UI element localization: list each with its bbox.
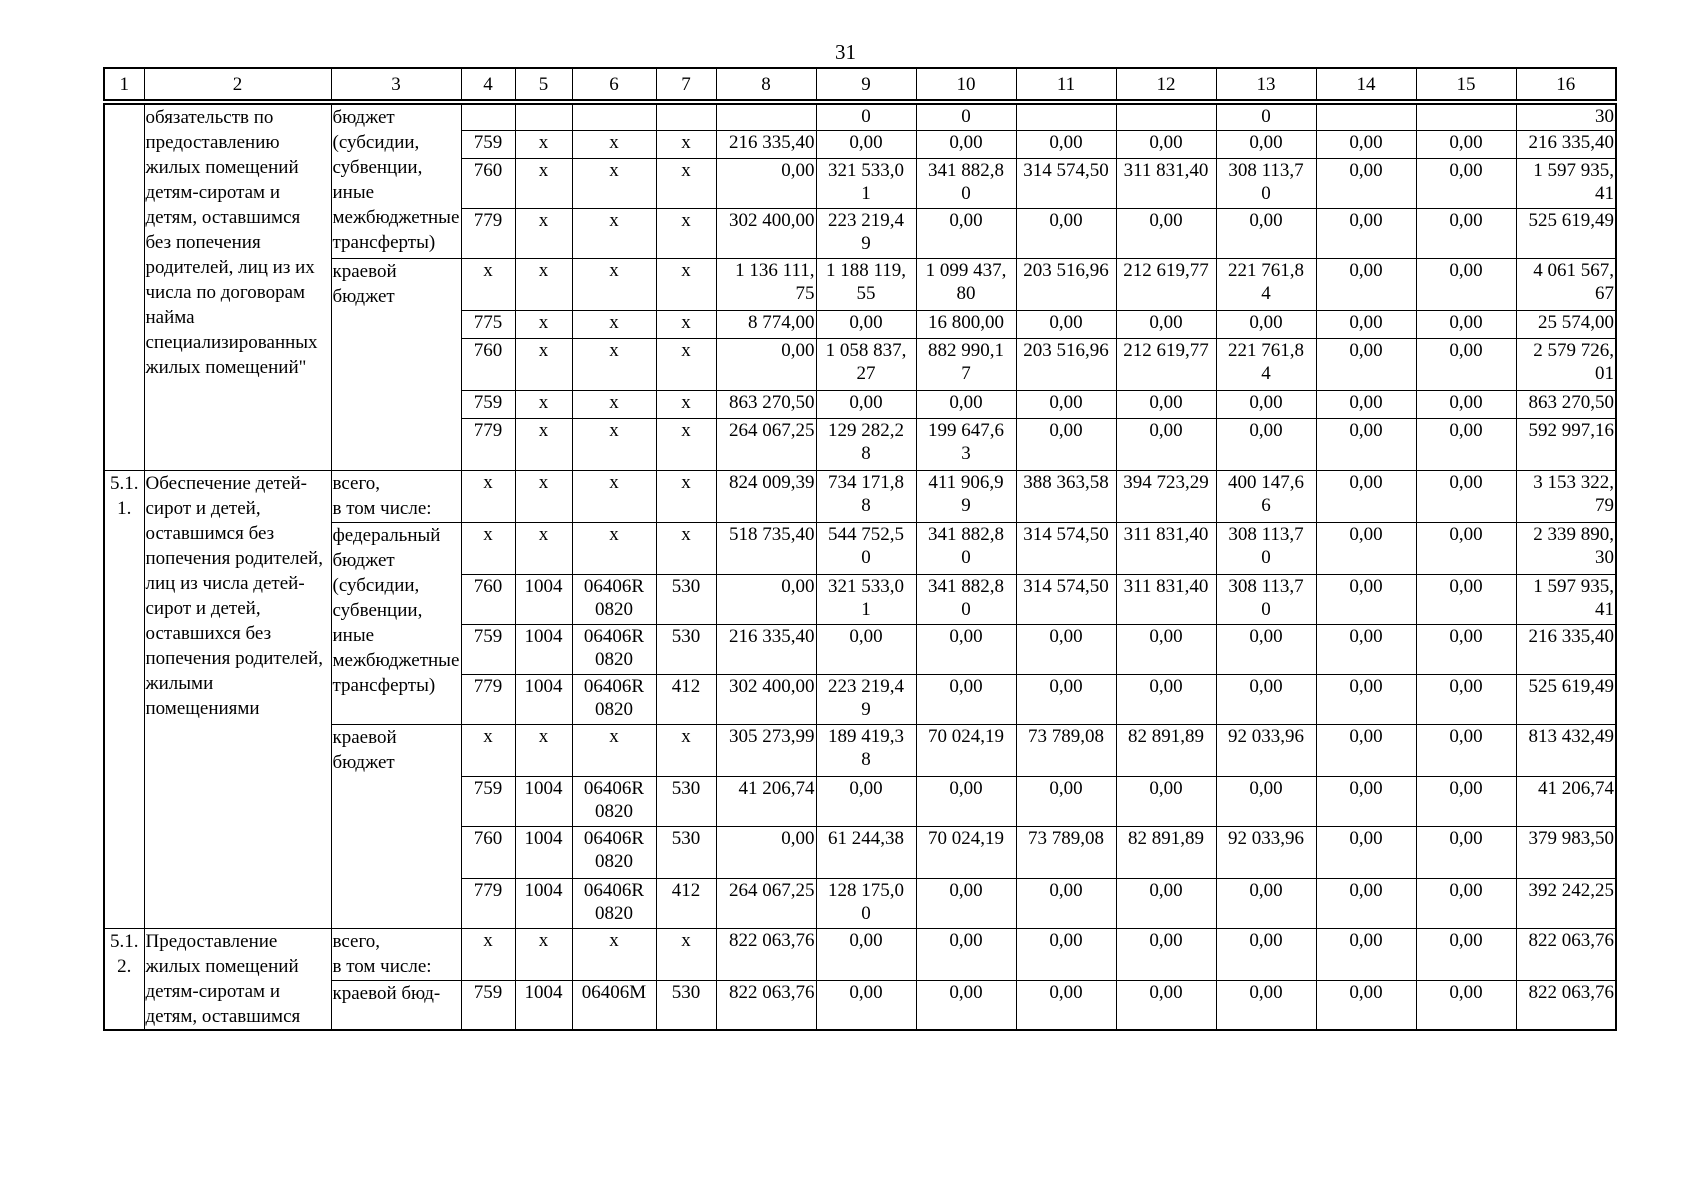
value-cell-col-14: 0,00	[1316, 724, 1416, 776]
value-cell-col-5: x	[515, 522, 572, 574]
value-cell-col-10: 341 882,8 0	[916, 574, 1016, 624]
column-header-8: 8	[716, 68, 816, 100]
value-cell-col-11: 0,00	[1016, 418, 1116, 470]
value-cell-col-8: 264 067,25	[716, 418, 816, 470]
value-cell-col-4: 779	[461, 418, 515, 470]
value-cell-col-4: 760	[461, 338, 515, 390]
value-cell-col-15: 0,00	[1416, 418, 1516, 470]
value-cell-col-6: x	[572, 418, 656, 470]
value-cell-col-16: 863 270,50	[1516, 390, 1616, 418]
value-cell-col-12: 0,00	[1116, 624, 1216, 674]
value-cell-col-5: 1004	[515, 878, 572, 928]
value-cell-col-11: 0,00	[1016, 928, 1116, 980]
value-cell-col-4: 759	[461, 776, 515, 826]
value-cell-col-10: 0,00	[916, 980, 1016, 1030]
value-cell-col-11: 203 516,96	[1016, 258, 1116, 310]
value-cell-col-6: x	[572, 208, 656, 258]
value-cell-col-7: x	[656, 258, 716, 310]
value-cell-col-9: 129 282,2 8	[816, 418, 916, 470]
value-cell-col-12: 394 723,29	[1116, 470, 1216, 522]
value-cell-col-11: 314 574,50	[1016, 574, 1116, 624]
funding-source-cell: краевой бюд-	[331, 980, 461, 1030]
value-cell-col-7: 412	[656, 878, 716, 928]
value-cell-col-4: 779	[461, 208, 515, 258]
value-cell-col-10: 0,00	[916, 878, 1016, 928]
column-header-13: 13	[1216, 68, 1316, 100]
section-number-cell	[104, 104, 144, 470]
value-cell-col-8: 863 270,50	[716, 390, 816, 418]
column-header-7: 7	[656, 68, 716, 100]
column-header-6: 6	[572, 68, 656, 100]
value-cell-col-16: 216 335,40	[1516, 130, 1616, 158]
column-header-15: 15	[1416, 68, 1516, 100]
value-cell-col-14	[1316, 104, 1416, 130]
value-cell-col-6: 06406R 0820	[572, 776, 656, 826]
value-cell-col-8: 0,00	[716, 574, 816, 624]
value-cell-col-16: 216 335,40	[1516, 624, 1616, 674]
value-cell-col-16: 2 579 726, 01	[1516, 338, 1616, 390]
value-cell-col-13: 0,00	[1216, 878, 1316, 928]
value-cell-col-5: x	[515, 310, 572, 338]
value-cell-col-5	[515, 104, 572, 130]
page-number: 31	[835, 40, 856, 64]
value-cell-col-10: 16 800,00	[916, 310, 1016, 338]
value-cell-col-6: 06406M	[572, 980, 656, 1030]
value-cell-col-9: 223 219,4 9	[816, 208, 916, 258]
value-cell-col-14: 0,00	[1316, 418, 1416, 470]
value-cell-col-4	[461, 104, 515, 130]
value-cell-col-15: 0,00	[1416, 390, 1516, 418]
value-cell-col-9: 223 219,4 9	[816, 674, 916, 724]
value-cell-col-14: 0,00	[1316, 878, 1416, 928]
value-cell-col-13: 0,00	[1216, 980, 1316, 1030]
value-cell-col-7: x	[656, 338, 716, 390]
value-cell-col-16: 813 432,49	[1516, 724, 1616, 776]
value-cell-col-9: 544 752,5 0	[816, 522, 916, 574]
value-cell-col-6: 06406R 0820	[572, 878, 656, 928]
column-header-4: 4	[461, 68, 515, 100]
value-cell-col-15: 0,00	[1416, 258, 1516, 310]
funding-source-cell: федеральный бюджет (субсидии, субвенции, иные межбюджетные трансферты)	[331, 522, 461, 724]
table-row	[104, 522, 1616, 574]
value-cell-col-10: 0,00	[916, 928, 1016, 980]
value-cell-col-16: 525 619,49	[1516, 208, 1616, 258]
value-cell-col-8: 216 335,40	[716, 624, 816, 674]
value-cell-col-15: 0,00	[1416, 158, 1516, 208]
value-cell-col-5: x	[515, 724, 572, 776]
value-cell-col-16: 3 153 322, 79	[1516, 470, 1616, 522]
value-cell-col-11	[1016, 104, 1116, 130]
value-cell-col-5: x	[515, 258, 572, 310]
value-cell-col-8: 305 273,99	[716, 724, 816, 776]
value-cell-col-11: 0,00	[1016, 390, 1116, 418]
column-header-9: 9	[816, 68, 916, 100]
value-cell-col-4: 760	[461, 574, 515, 624]
value-cell-col-11: 73 789,08	[1016, 826, 1116, 878]
value-cell-col-9: 0,00	[816, 980, 916, 1030]
value-cell-col-15: 0,00	[1416, 980, 1516, 1030]
value-cell-col-9: 0,00	[816, 776, 916, 826]
value-cell-col-14: 0,00	[1316, 574, 1416, 624]
value-cell-col-11: 0,00	[1016, 130, 1116, 158]
value-cell-col-5: 1004	[515, 674, 572, 724]
value-cell-col-9: 0,00	[816, 390, 916, 418]
column-header-2: 2	[144, 68, 331, 100]
value-cell-col-8: 302 400,00	[716, 674, 816, 724]
value-cell-col-14: 0,00	[1316, 338, 1416, 390]
value-cell-col-5: x	[515, 158, 572, 208]
value-cell-col-10: 199 647,6 3	[916, 418, 1016, 470]
value-cell-col-9: 0,00	[816, 310, 916, 338]
value-cell-col-5: x	[515, 338, 572, 390]
value-cell-col-10: 0,00	[916, 208, 1016, 258]
value-cell-col-7: x	[656, 522, 716, 574]
value-cell-col-5: 1004	[515, 574, 572, 624]
value-cell-col-4: x	[461, 928, 515, 980]
value-cell-col-8: 8 774,00	[716, 310, 816, 338]
value-cell-col-16: 379 983,50	[1516, 826, 1616, 878]
value-cell-col-9: 321 533,0 1	[816, 158, 916, 208]
value-cell-col-13: 0	[1216, 104, 1316, 130]
value-cell-col-6: x	[572, 158, 656, 208]
value-cell-col-10: 341 882,8 0	[916, 522, 1016, 574]
value-cell-col-5: x	[515, 470, 572, 522]
value-cell-col-15: 0,00	[1416, 624, 1516, 674]
table-row	[104, 724, 1616, 776]
value-cell-col-6: x	[572, 338, 656, 390]
value-cell-col-12: 0,00	[1116, 310, 1216, 338]
value-cell-col-16: 525 619,49	[1516, 674, 1616, 724]
value-cell-col-6: x	[572, 724, 656, 776]
value-cell-col-12: 212 619,77	[1116, 338, 1216, 390]
value-cell-col-13: 0,00	[1216, 928, 1316, 980]
column-header-1: 1	[104, 68, 144, 100]
value-cell-col-15: 0,00	[1416, 826, 1516, 878]
value-cell-col-12: 82 891,89	[1116, 826, 1216, 878]
value-cell-col-4: x	[461, 724, 515, 776]
value-cell-col-11: 0,00	[1016, 674, 1116, 724]
value-cell-col-15: 0,00	[1416, 208, 1516, 258]
value-cell-col-14: 0,00	[1316, 674, 1416, 724]
value-cell-col-13: 0,00	[1216, 624, 1316, 674]
value-cell-col-7: 530	[656, 826, 716, 878]
value-cell-col-9: 0	[816, 104, 916, 130]
value-cell-col-7: 530	[656, 574, 716, 624]
value-cell-col-9: 0,00	[816, 624, 916, 674]
column-header-5: 5	[515, 68, 572, 100]
value-cell-col-11: 314 574,50	[1016, 522, 1116, 574]
value-cell-col-6: 06406R 0820	[572, 826, 656, 878]
value-cell-col-8: 264 067,25	[716, 878, 816, 928]
value-cell-col-4: 759	[461, 624, 515, 674]
funding-source-cell: краевой бюджет	[331, 724, 461, 928]
value-cell-col-10: 0	[916, 104, 1016, 130]
value-cell-col-5: x	[515, 208, 572, 258]
value-cell-col-5: x	[515, 130, 572, 158]
value-cell-col-4: 760	[461, 158, 515, 208]
value-cell-col-12: 0,00	[1116, 208, 1216, 258]
value-cell-col-14: 0,00	[1316, 470, 1416, 522]
value-cell-col-4: 759	[461, 980, 515, 1030]
value-cell-col-10: 0,00	[916, 130, 1016, 158]
value-cell-col-7: x	[656, 390, 716, 418]
value-cell-col-9: 128 175,0 0	[816, 878, 916, 928]
value-cell-col-6: x	[572, 310, 656, 338]
value-cell-col-5: 1004	[515, 776, 572, 826]
value-cell-col-12: 82 891,89	[1116, 724, 1216, 776]
value-cell-col-15: 0,00	[1416, 310, 1516, 338]
value-cell-col-16: 41 206,74	[1516, 776, 1616, 826]
value-cell-col-10: 1 099 437, 80	[916, 258, 1016, 310]
value-cell-col-9: 0,00	[816, 130, 916, 158]
measure-name-cell: Предоставление жилых помещений детям-сиротам и детям, оставшимся	[144, 928, 331, 1030]
column-header-11: 11	[1016, 68, 1116, 100]
value-cell-col-8: 518 735,40	[716, 522, 816, 574]
section-number-cell: 5.1. 2.	[104, 928, 144, 1030]
value-cell-col-16: 25 574,00	[1516, 310, 1616, 338]
value-cell-col-10: 411 906,9 9	[916, 470, 1016, 522]
value-cell-col-13: 0,00	[1216, 674, 1316, 724]
value-cell-col-10: 70 024,19	[916, 724, 1016, 776]
value-cell-col-5: x	[515, 390, 572, 418]
value-cell-col-15: 0,00	[1416, 470, 1516, 522]
value-cell-col-12: 0,00	[1116, 776, 1216, 826]
value-cell-col-13: 308 113,7 0	[1216, 158, 1316, 208]
value-cell-col-10: 0,00	[916, 776, 1016, 826]
value-cell-col-9: 189 419,3 8	[816, 724, 916, 776]
value-cell-col-13: 221 761,8 4	[1216, 258, 1316, 310]
value-cell-col-12: 0,00	[1116, 390, 1216, 418]
value-cell-col-6: 06406R 0820	[572, 674, 656, 724]
value-cell-col-7: x	[656, 418, 716, 470]
value-cell-col-8: 216 335,40	[716, 130, 816, 158]
value-cell-col-12: 311 831,40	[1116, 522, 1216, 574]
table-row	[104, 470, 1616, 522]
column-header-10: 10	[916, 68, 1016, 100]
value-cell-col-11: 203 516,96	[1016, 338, 1116, 390]
value-cell-col-15: 0,00	[1416, 522, 1516, 574]
value-cell-col-12: 212 619,77	[1116, 258, 1216, 310]
value-cell-col-5: x	[515, 928, 572, 980]
value-cell-col-6: x	[572, 258, 656, 310]
measure-name-cell: обязательств по предоставлению жилых помещений детям-сиротам и детям, оставшимся без попечения родителей, лиц из их числа по договорам найма специализированных жилых помещений"	[144, 104, 331, 470]
value-cell-col-11: 0,00	[1016, 776, 1116, 826]
value-cell-col-14: 0,00	[1316, 624, 1416, 674]
value-cell-col-8: 0,00	[716, 338, 816, 390]
value-cell-col-4: 759	[461, 130, 515, 158]
value-cell-col-16: 30	[1516, 104, 1616, 130]
value-cell-col-13: 92 033,96	[1216, 724, 1316, 776]
table-row	[104, 980, 1616, 1030]
value-cell-col-11: 0,00	[1016, 878, 1116, 928]
value-cell-col-9: 61 244,38	[816, 826, 916, 878]
value-cell-col-7: 530	[656, 980, 716, 1030]
value-cell-col-11: 0,00	[1016, 624, 1116, 674]
value-cell-col-7: x	[656, 130, 716, 158]
value-cell-col-12: 0,00	[1116, 674, 1216, 724]
value-cell-col-12: 0,00	[1116, 980, 1216, 1030]
value-cell-col-9: 0,00	[816, 928, 916, 980]
value-cell-col-9: 1 188 119, 55	[816, 258, 916, 310]
value-cell-col-12: 0,00	[1116, 928, 1216, 980]
value-cell-col-16: 392 242,25	[1516, 878, 1616, 928]
value-cell-col-16: 4 061 567, 67	[1516, 258, 1616, 310]
value-cell-col-13: 0,00	[1216, 390, 1316, 418]
column-header-12: 12	[1116, 68, 1216, 100]
column-header-3: 3	[331, 68, 461, 100]
value-cell-col-11: 73 789,08	[1016, 724, 1116, 776]
value-cell-col-5: 1004	[515, 980, 572, 1030]
column-header-14: 14	[1316, 68, 1416, 100]
value-cell-col-8: 824 009,39	[716, 470, 816, 522]
value-cell-col-4: x	[461, 470, 515, 522]
value-cell-col-9: 734 171,8 8	[816, 470, 916, 522]
value-cell-col-4: 779	[461, 878, 515, 928]
value-cell-col-13: 0,00	[1216, 130, 1316, 158]
value-cell-col-13: 0,00	[1216, 310, 1316, 338]
value-cell-col-15: 0,00	[1416, 724, 1516, 776]
value-cell-col-14: 0,00	[1316, 776, 1416, 826]
value-cell-col-10: 70 024,19	[916, 826, 1016, 878]
value-cell-col-12: 311 831,40	[1116, 158, 1216, 208]
value-cell-col-7: x	[656, 928, 716, 980]
value-cell-col-4: 779	[461, 674, 515, 724]
table-row	[104, 104, 1616, 130]
value-cell-col-10: 0,00	[916, 624, 1016, 674]
funding-source-cell: всего, в том числе:	[331, 928, 461, 980]
column-header-table	[103, 67, 1617, 101]
value-cell-col-16: 822 063,76	[1516, 928, 1616, 980]
value-cell-col-8: 0,00	[716, 158, 816, 208]
value-cell-col-6: x	[572, 522, 656, 574]
value-cell-col-12: 311 831,40	[1116, 574, 1216, 624]
value-cell-col-7: x	[656, 208, 716, 258]
value-cell-col-10: 0,00	[916, 390, 1016, 418]
value-cell-col-14: 0,00	[1316, 130, 1416, 158]
value-cell-col-7: x	[656, 470, 716, 522]
budget-table	[103, 103, 1617, 1031]
value-cell-col-12	[1116, 104, 1216, 130]
value-cell-col-8: 302 400,00	[716, 208, 816, 258]
value-cell-col-8: 1 136 111, 75	[716, 258, 816, 310]
value-cell-col-11: 0,00	[1016, 980, 1116, 1030]
value-cell-col-8: 822 063,76	[716, 980, 816, 1030]
value-cell-col-5: x	[515, 418, 572, 470]
value-cell-col-4: x	[461, 258, 515, 310]
value-cell-col-4: x	[461, 522, 515, 574]
value-cell-col-13: 0,00	[1216, 208, 1316, 258]
value-cell-col-8: 822 063,76	[716, 928, 816, 980]
value-cell-col-12: 0,00	[1116, 418, 1216, 470]
value-cell-col-7: x	[656, 158, 716, 208]
value-cell-col-11: 0,00	[1016, 310, 1116, 338]
value-cell-col-5: 1004	[515, 624, 572, 674]
value-cell-col-8: 0,00	[716, 826, 816, 878]
value-cell-col-4: 775	[461, 310, 515, 338]
value-cell-col-14: 0,00	[1316, 208, 1416, 258]
value-cell-col-6: 06406R 0820	[572, 624, 656, 674]
value-cell-col-6	[572, 104, 656, 130]
funding-source-cell: всего, в том числе:	[331, 470, 461, 522]
value-cell-col-13: 308 113,7 0	[1216, 522, 1316, 574]
section-number-cell: 5.1. 1.	[104, 470, 144, 928]
value-cell-col-13: 0,00	[1216, 418, 1316, 470]
value-cell-col-12: 0,00	[1116, 130, 1216, 158]
value-cell-col-16: 822 063,76	[1516, 980, 1616, 1030]
value-cell-col-14: 0,00	[1316, 390, 1416, 418]
value-cell-col-11: 0,00	[1016, 208, 1116, 258]
value-cell-col-7: x	[656, 724, 716, 776]
value-cell-col-16: 1 597 935, 41	[1516, 158, 1616, 208]
value-cell-col-9: 321 533,0 1	[816, 574, 916, 624]
value-cell-col-14: 0,00	[1316, 310, 1416, 338]
value-cell-col-15: 0,00	[1416, 878, 1516, 928]
value-cell-col-13: 0,00	[1216, 776, 1316, 826]
value-cell-col-6: x	[572, 928, 656, 980]
value-cell-col-16: 2 339 890, 30	[1516, 522, 1616, 574]
value-cell-col-15: 0,00	[1416, 130, 1516, 158]
value-cell-col-6: 06406R 0820	[572, 574, 656, 624]
value-cell-col-14: 0,00	[1316, 980, 1416, 1030]
table-row	[104, 258, 1616, 310]
value-cell-col-15: 0,00	[1416, 574, 1516, 624]
funding-source-cell: краевой бюджет	[331, 258, 461, 470]
funding-source-cell: бюджет (субсидии, субвенции, иные межбюджетные трансферты)	[331, 104, 461, 258]
value-cell-col-9: 1 058 837, 27	[816, 338, 916, 390]
value-cell-col-6: x	[572, 470, 656, 522]
value-cell-col-7: 530	[656, 624, 716, 674]
value-cell-col-11: 314 574,50	[1016, 158, 1116, 208]
value-cell-col-5: 1004	[515, 826, 572, 878]
value-cell-col-16: 1 597 935, 41	[1516, 574, 1616, 624]
value-cell-col-14: 0,00	[1316, 158, 1416, 208]
value-cell-col-7	[656, 104, 716, 130]
value-cell-col-14: 0,00	[1316, 258, 1416, 310]
value-cell-col-13: 92 033,96	[1216, 826, 1316, 878]
value-cell-col-14: 0,00	[1316, 826, 1416, 878]
measure-name-cell: Обеспечение детей-сирот и детей, оставшимся без попечения родителей, лиц из числа детей-сирот и детей, оставшихся без попечения родителей, жилыми помещениями	[144, 470, 331, 928]
value-cell-col-12: 0,00	[1116, 878, 1216, 928]
value-cell-col-11: 388 363,58	[1016, 470, 1116, 522]
value-cell-col-7: 412	[656, 674, 716, 724]
value-cell-col-13: 221 761,8 4	[1216, 338, 1316, 390]
value-cell-col-4: 759	[461, 390, 515, 418]
value-cell-col-15: 0,00	[1416, 338, 1516, 390]
value-cell-col-8	[716, 104, 816, 130]
table-row	[104, 928, 1616, 980]
value-cell-col-7: x	[656, 310, 716, 338]
value-cell-col-15: 0,00	[1416, 674, 1516, 724]
value-cell-col-14: 0,00	[1316, 928, 1416, 980]
value-cell-col-10: 0,00	[916, 674, 1016, 724]
value-cell-col-10: 341 882,8 0	[916, 158, 1016, 208]
value-cell-col-16: 592 997,16	[1516, 418, 1616, 470]
value-cell-col-6: x	[572, 390, 656, 418]
value-cell-col-7: 530	[656, 776, 716, 826]
value-cell-col-13: 308 113,7 0	[1216, 574, 1316, 624]
value-cell-col-10: 882 990,1 7	[916, 338, 1016, 390]
value-cell-col-4: 760	[461, 826, 515, 878]
value-cell-col-15: 0,00	[1416, 776, 1516, 826]
value-cell-col-15: 0,00	[1416, 928, 1516, 980]
value-cell-col-8: 41 206,74	[716, 776, 816, 826]
value-cell-col-15	[1416, 104, 1516, 130]
value-cell-col-14: 0,00	[1316, 522, 1416, 574]
value-cell-col-13: 400 147,6 6	[1216, 470, 1316, 522]
column-header-16: 16	[1516, 68, 1616, 100]
value-cell-col-6: x	[572, 130, 656, 158]
